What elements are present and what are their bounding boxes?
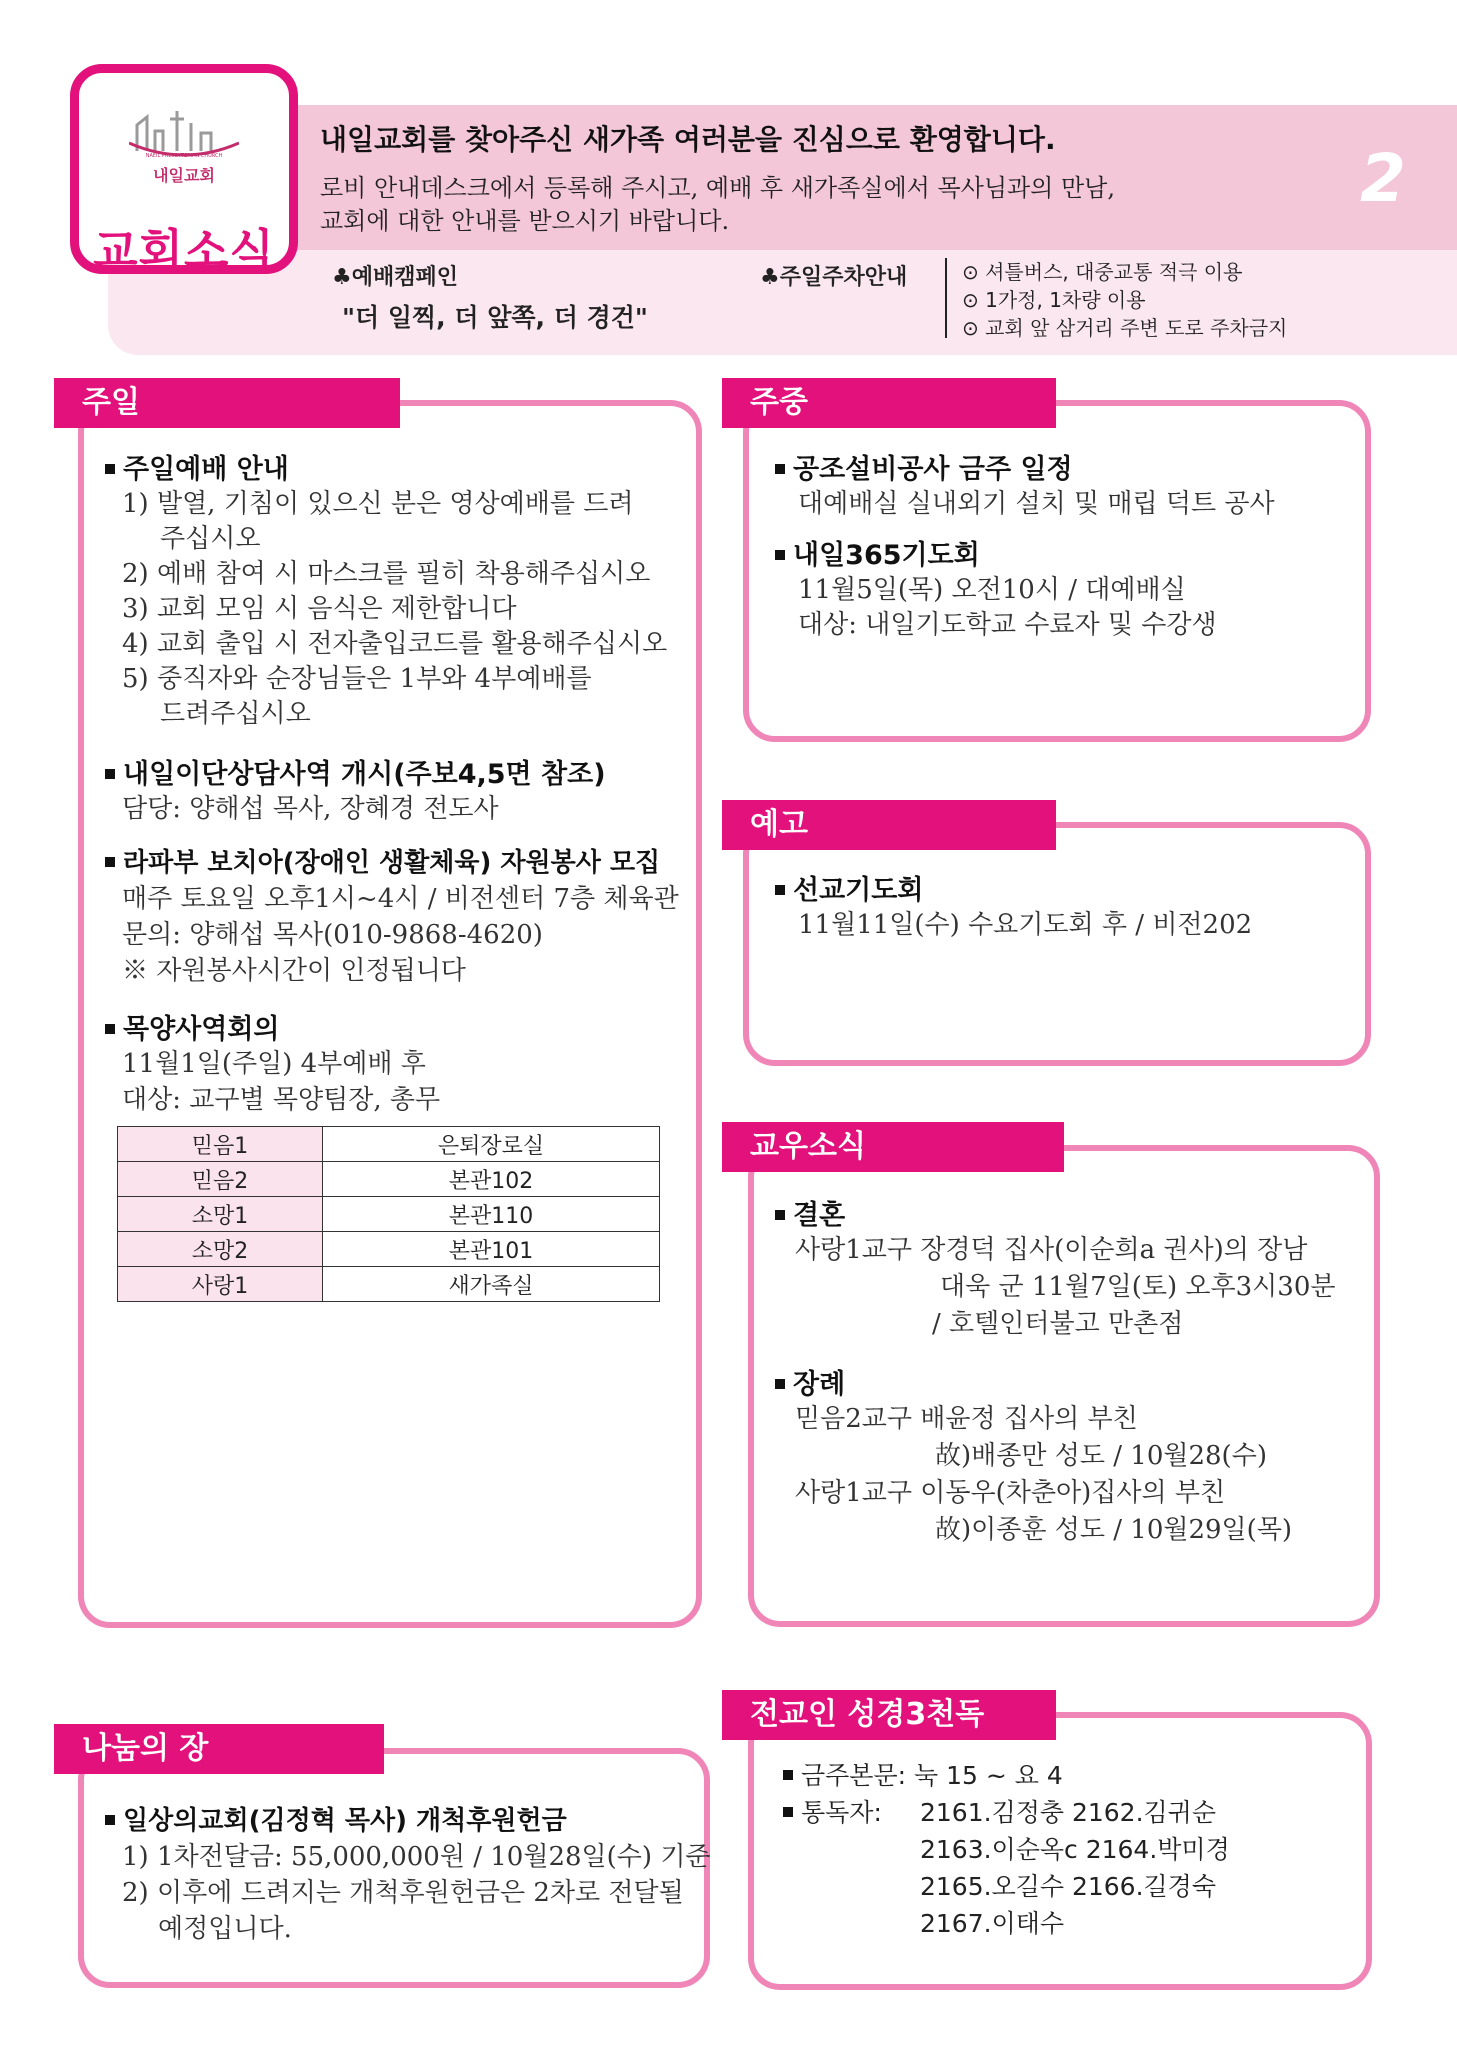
sharing-tab: 나눔의 장 xyxy=(54,1724,384,1774)
weekday-h2-line: 대상: 내일기도학교 수료자 및 수강생 xyxy=(798,610,1217,640)
table-cell: 본관110 xyxy=(323,1197,660,1232)
bible-reader-line: 2165.오길수 2166.길경숙 xyxy=(920,1872,1216,1901)
table-row xyxy=(118,1127,660,1162)
sunday-h3-line: ※ 자원봉사시간이 인정됩니다 xyxy=(122,956,466,986)
sunday-item: 3) 교회 모임 시 음식은 제한합니다 xyxy=(122,594,517,624)
sunday-item: 5) 중직자와 순장님들은 1부와 4부예배를 xyxy=(122,664,592,694)
table-row xyxy=(118,1232,660,1267)
bible-reading-tab: 전교인 성경3천독 xyxy=(722,1690,1056,1740)
page-title: 교회소식 xyxy=(93,224,275,278)
bible-reader-line: 2161.김정충 2162.김귀순 xyxy=(920,1798,1216,1827)
welcome-line-2: 교회에 대한 안내를 받으시기 바랍니다. xyxy=(320,207,730,235)
notice-heading-1: 선교기도회 xyxy=(775,868,923,907)
sunday-h3-line: 문의: 양해섭 목사(010-9868-4620) xyxy=(122,920,543,950)
weekday-heading-1: 공조설비공사 금주 일정 xyxy=(775,447,1073,486)
table-row xyxy=(118,1267,660,1302)
table-cell: 새가족실 xyxy=(323,1267,660,1302)
funeral-line: 사랑1교구 이동우(차춘아)집사의 부친 xyxy=(795,1478,1226,1508)
weekday-h2-line: 11월5일(목) 오전10시 / 대예배실 xyxy=(798,575,1186,605)
sunday-h4-line: 대상: 교구별 목양팀장, 총무 xyxy=(122,1085,441,1115)
notice-section xyxy=(743,822,1371,1066)
welcome-line-1: 로비 안내데스크에서 등록해 주시고, 예배 후 새가족실에서 목사님과의 만남, xyxy=(320,174,1115,202)
wedding-line: / 호텔인터불고 만촌점 xyxy=(932,1309,1184,1339)
funeral-line: 故)이종훈 성도 / 10월29일(목) xyxy=(935,1515,1293,1545)
parking-item: ⊙ 교회 앞 삼거리 주변 도로 주차금지 xyxy=(962,316,1288,340)
member-heading-wedding: 결혼 xyxy=(775,1193,845,1232)
logo-subtitle: NAEIL PRESBYTERIAN CHURCH xyxy=(145,153,223,159)
parking-item: ⊙ 셔틀버스, 대중교통 적극 이용 xyxy=(962,260,1243,284)
table-row xyxy=(118,1197,660,1232)
sunday-heading-1: 주일예배 안내 xyxy=(105,447,289,486)
sunday-h3-line: 매주 토요일 오후1시~4시 / 비전센터 7층 체육관 xyxy=(122,884,679,914)
funeral-line: 믿음2교구 배윤정 집사의 부친 xyxy=(795,1404,1138,1434)
sunday-tab: 주일 xyxy=(54,378,400,428)
table-cell: 믿음2 xyxy=(118,1162,323,1197)
sunday-heading-3: 라파부 보치아(장애인 생활체육) 자원봉사 모집 xyxy=(105,842,660,879)
page-number: 2 xyxy=(1360,140,1406,217)
sunday-item: 주십시오 xyxy=(160,524,261,554)
campaign-label: ♣예배캠페인 xyxy=(332,265,458,290)
sunday-h4-line: 11월1일(주일) 4부예배 후 xyxy=(122,1049,426,1079)
table-cell: 본관102 xyxy=(323,1162,660,1197)
notice-tab: 예고 xyxy=(722,800,1056,850)
weekday-tab: 주중 xyxy=(722,378,1056,428)
logo-box xyxy=(70,64,298,278)
parking-label: ♣주일주차안내 xyxy=(760,265,908,290)
sunday-heading-2: 내일이단상담사역 개시(주보4,5면 참조) xyxy=(105,752,606,791)
parking-item: ⊙ 1가정, 1차량 이용 xyxy=(962,288,1146,312)
bible-readers-label: 통독자: xyxy=(783,1797,882,1829)
bible-text-label: 금주본문: 눅 15 ~ 요 4 xyxy=(783,1760,1063,1792)
table-cell: 소망2 xyxy=(118,1232,323,1267)
welcome-title: 내일교회를 찾아주신 새가족 여러분을 진심으로 환영합니다. xyxy=(320,123,1056,156)
table-cell: 본관101 xyxy=(323,1232,660,1267)
room-table xyxy=(117,1126,660,1302)
wedding-line: 사랑1교구 장경덕 집사(이순희a 권사)의 장남 xyxy=(795,1235,1308,1265)
sunday-heading-4: 목양사역회의 xyxy=(105,1007,280,1046)
sunday-item: 2) 예배 참여 시 마스크를 필히 착용해주십시오 xyxy=(122,559,651,589)
sunday-h2-text: 담당: 양해섭 목사, 장혜경 전도사 xyxy=(122,794,499,824)
table-cell: 은퇴장로실 xyxy=(323,1127,660,1162)
bible-reader-line: 2167.이태수 xyxy=(920,1909,1065,1938)
logo-church-name: 내일교회 xyxy=(153,166,215,185)
sunday-item: 1) 발열, 기침이 있으신 분은 영상예배를 드려 xyxy=(122,489,634,519)
sunday-item: 드려주십시오 xyxy=(160,699,311,729)
parking-divider xyxy=(945,258,947,338)
member-heading-funeral: 장례 xyxy=(775,1362,845,1401)
table-row xyxy=(118,1162,660,1197)
weekday-heading-2: 내일365기도회 xyxy=(775,533,980,572)
sharing-heading: 일상의교회(김정혁 목사) 개척후원헌금 xyxy=(105,1800,567,1837)
sharing-line: 2) 이후에 드려지는 개척후원헌금은 2차로 전달될 xyxy=(122,1878,684,1908)
table-cell: 소망1 xyxy=(118,1197,323,1232)
member-news-tab: 교우소식 xyxy=(722,1122,1064,1172)
sharing-line: 1) 1차전달금: 55,000,000원 / 10월28일(수) 기준 xyxy=(122,1842,711,1872)
bible-reader-line: 2163.이순옥c 2164.박미경 xyxy=(920,1835,1230,1864)
campaign-text: "더 일찍, 더 앞쪽, 더 경건" xyxy=(342,303,648,332)
weekday-h1-text: 대예배실 실내외기 설치 및 매립 덕트 공사 xyxy=(798,489,1275,519)
funeral-line: 故)배종만 성도 / 10월28(수) xyxy=(935,1441,1267,1471)
table-cell: 사랑1 xyxy=(118,1267,323,1302)
sunday-item: 4) 교회 출입 시 전자출입코드를 활용해주십시오 xyxy=(122,629,668,659)
wedding-line: 대욱 군 11월7일(토) 오후3시30분 xyxy=(940,1272,1336,1302)
notice-h1-text: 11월11일(수) 수요기도회 후 / 비전202 xyxy=(798,910,1253,940)
table-cell: 믿음1 xyxy=(118,1127,323,1162)
sharing-line: 예정입니다. xyxy=(158,1914,292,1944)
